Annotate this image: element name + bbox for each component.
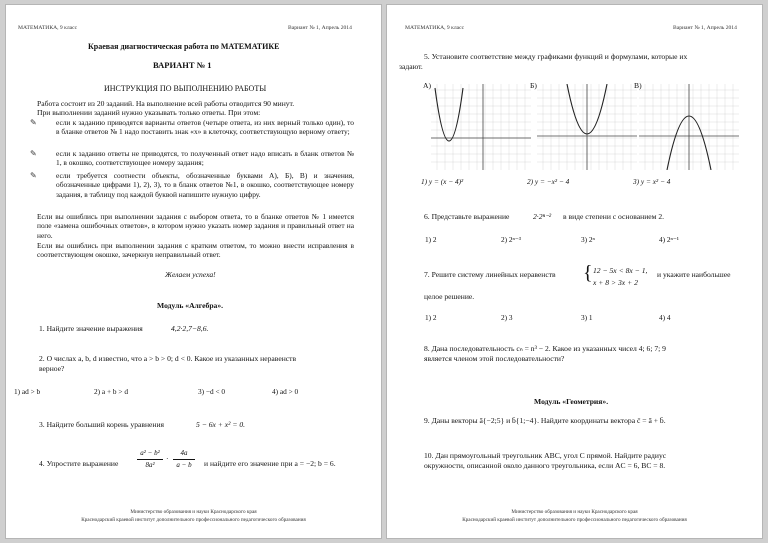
question-8-text: 8. Дана последовательность cₙ = n³ − 2. Какое из указанных чисел 4; 6; 7; 9 [424, 344, 666, 353]
footer-institute: Краснодарский краевой институт дополнительного профессионального педагогического образования [462, 517, 687, 523]
question-5-text: 5. Установите соответствие между графиками функций и формулами, которые их [424, 52, 688, 61]
question-2-text: 2. О числах a, b, d известно, что a > b > 0; d < 0. Какое из указанных неравенств [39, 354, 297, 363]
question-3-expression: 5 − 6x + x² = 0. [196, 420, 246, 429]
question-8-text-cont: является членом этой последовательности? [424, 354, 565, 363]
paragraph-choice-answer: Если вы ошиблись при выполнении задания с выбором ответа, то в бланке ответов № 1 имеется поле «замена ошибочных ответов», в котором нужно указать номер задания и правильный ответ на него. [37, 212, 354, 240]
fraction-bar [137, 459, 163, 460]
question-2-option-1: 1) ad > b [14, 387, 41, 396]
question-7-option-4: 4) 4 [659, 313, 671, 322]
question-7-system-line-2: x + 8 > 3x + 2 [593, 278, 638, 287]
graph-label-b: Б) [530, 81, 537, 90]
question-7-text-cont: целое решение. [424, 292, 475, 301]
multiply-sign: · [166, 454, 169, 463]
header-subject: МАТЕМАТИКА, 9 класс [405, 25, 465, 31]
graph-c [639, 84, 739, 170]
intro-line-2: При выполнении заданий нужно указывать только ответы. При этом: [37, 108, 261, 117]
graph-a [431, 84, 531, 170]
question-9-text: 9. Даны векторы ā{−2;5} и b̄{1;−4}. Найдите координаты вектора c̄ = ā + b̄. [424, 416, 666, 425]
module-geometry-title: Модуль «Геометрия». [534, 397, 609, 406]
instruction-title: ИНСТРУКЦИЯ ПО ВЫПОЛНЕНИЮ РАБОТЫ [104, 84, 267, 93]
question-7-option-3: 3) 1 [581, 313, 593, 322]
question-4-tail: и найдите его значение при a = −2; b = 6. [204, 459, 336, 468]
question-7-text: 7. Решите систему линейных неравенств [424, 270, 556, 279]
question-6-expression: 2·2ⁿ⁻² [533, 212, 552, 221]
question-2-option-3: 3) −d < 0 [198, 387, 226, 396]
instruction-bullet-3: если требуется соотнести объекты, обозначенные буквами А), Б), В) и значения, обозначенные цифрами 1), 2), 3), то в бланк ответов №1, в окошко, соответствующее номеру задания, в таблицу под каждой буквой напишите нужную цифру. [56, 171, 354, 199]
header-variant: Вариант № 1, Апрель 2014 [673, 25, 737, 31]
question-6-option-4: 4) 2ⁿ⁻¹ [659, 235, 679, 244]
question-2-option-4: 4) ad > 0 [272, 387, 299, 396]
page-left [5, 4, 382, 539]
graph-b [537, 84, 637, 170]
system-brace: { [583, 262, 593, 284]
question-5-text-cont: задают. [399, 62, 423, 71]
question-4-fraction [136, 449, 206, 477]
question-6-option-3: 3) 2ⁿ [581, 235, 595, 244]
fraction-2-denominator: a − b [176, 461, 192, 469]
instruction-bullet-1: если к заданию приводятся варианты ответов (четыре ответа, из них верный только один), то в бланке ответов № 1 надо поставить знак «х» в клеточку, соответствующую верному ответу; [56, 118, 354, 137]
question-3-text: 3. Найдите больший корень уравнения [39, 420, 165, 429]
footer-institute: Краснодарский краевой институт дополнительного профессионального педагогического образования [81, 517, 306, 523]
question-2-option-2: 2) a + b > d [94, 387, 128, 396]
pencil-icon: ✎ [30, 171, 37, 180]
question-10-text-cont: окружности, описанной около данного треугольника, если AC = 6, BC = 8. [424, 461, 666, 470]
footer-ministry: Министерство образования и науки Краснодарского края [511, 509, 638, 515]
footer-ministry: Министерство образования и науки Краснодарского края [130, 509, 257, 515]
page-title: Краевая диагностическая работа по МАТЕМАТИКЕ [88, 42, 280, 51]
question-7-tail: и укажите наибольшее [657, 270, 731, 279]
question-5-option-2: 2) y = −x² − 4 [527, 177, 570, 186]
fraction-bar [173, 459, 195, 460]
question-5-option-3: 3) y = x² − 4 [633, 177, 671, 186]
pencil-icon: ✎ [30, 149, 37, 158]
question-5-option-1: 1) y = (x − 4)² [421, 177, 464, 186]
question-7-option-2: 2) 3 [501, 313, 513, 322]
paragraph-short-answer: Если вы ошиблись при выполнении задания с кратким ответом, то можно внести исправления в соответствующем окошке, зачеркнув неправильный ответ. [37, 241, 354, 260]
fraction-1-numerator: a² − b² [140, 449, 160, 457]
question-1-expression: 4,2·2,7−8,6. [171, 324, 209, 333]
question-10-text: 10. Дан прямоугольный треугольник ABC, угол C прямой. Найдите радиус [424, 451, 667, 460]
good-luck-text: Желаем успеха! [165, 270, 216, 279]
page-right [386, 4, 763, 539]
module-algebra-title: Модуль «Алгебра». [157, 301, 224, 310]
fraction-2-numerator: 4a [180, 449, 188, 457]
header-variant: Вариант № 1, Апрель 2014 [288, 25, 352, 31]
header-subject: МАТЕМАТИКА, 9 класс [18, 25, 78, 31]
question-4-text: 4. Упростите выражение [39, 459, 119, 468]
instruction-bullet-2: если к заданию ответы не приводятся, то полученный ответ надо вписать в бланк ответов № 1, в окошко, соответствующее номеру задания; [56, 149, 354, 168]
pencil-icon: ✎ [30, 118, 37, 127]
graph-label-a: А) [423, 81, 432, 90]
question-7-option-1: 1) 2 [425, 313, 437, 322]
question-2-text-cont: верное? [39, 364, 65, 373]
question-6-option-2: 2) 2ⁿ⁻³ [501, 235, 521, 244]
intro-line-1: Работа состоит из 20 заданий. На выполнение всей работы отводится 90 минут. [37, 99, 295, 108]
question-6-tail: в виде степени с основанием 2. [563, 212, 665, 221]
variant-title: ВАРИАНТ № 1 [153, 60, 212, 70]
question-6-option-1: 1) 2 [425, 235, 437, 244]
graph-label-c: В) [634, 81, 642, 90]
fraction-1-denominator: 8a² [145, 461, 155, 469]
question-1-text: 1. Найдите значение выражения [39, 324, 143, 333]
question-7-system-line-1: 12 − 5x < 8x − 1, [593, 266, 648, 275]
question-6-text: 6. Представьте выражение [424, 212, 510, 221]
